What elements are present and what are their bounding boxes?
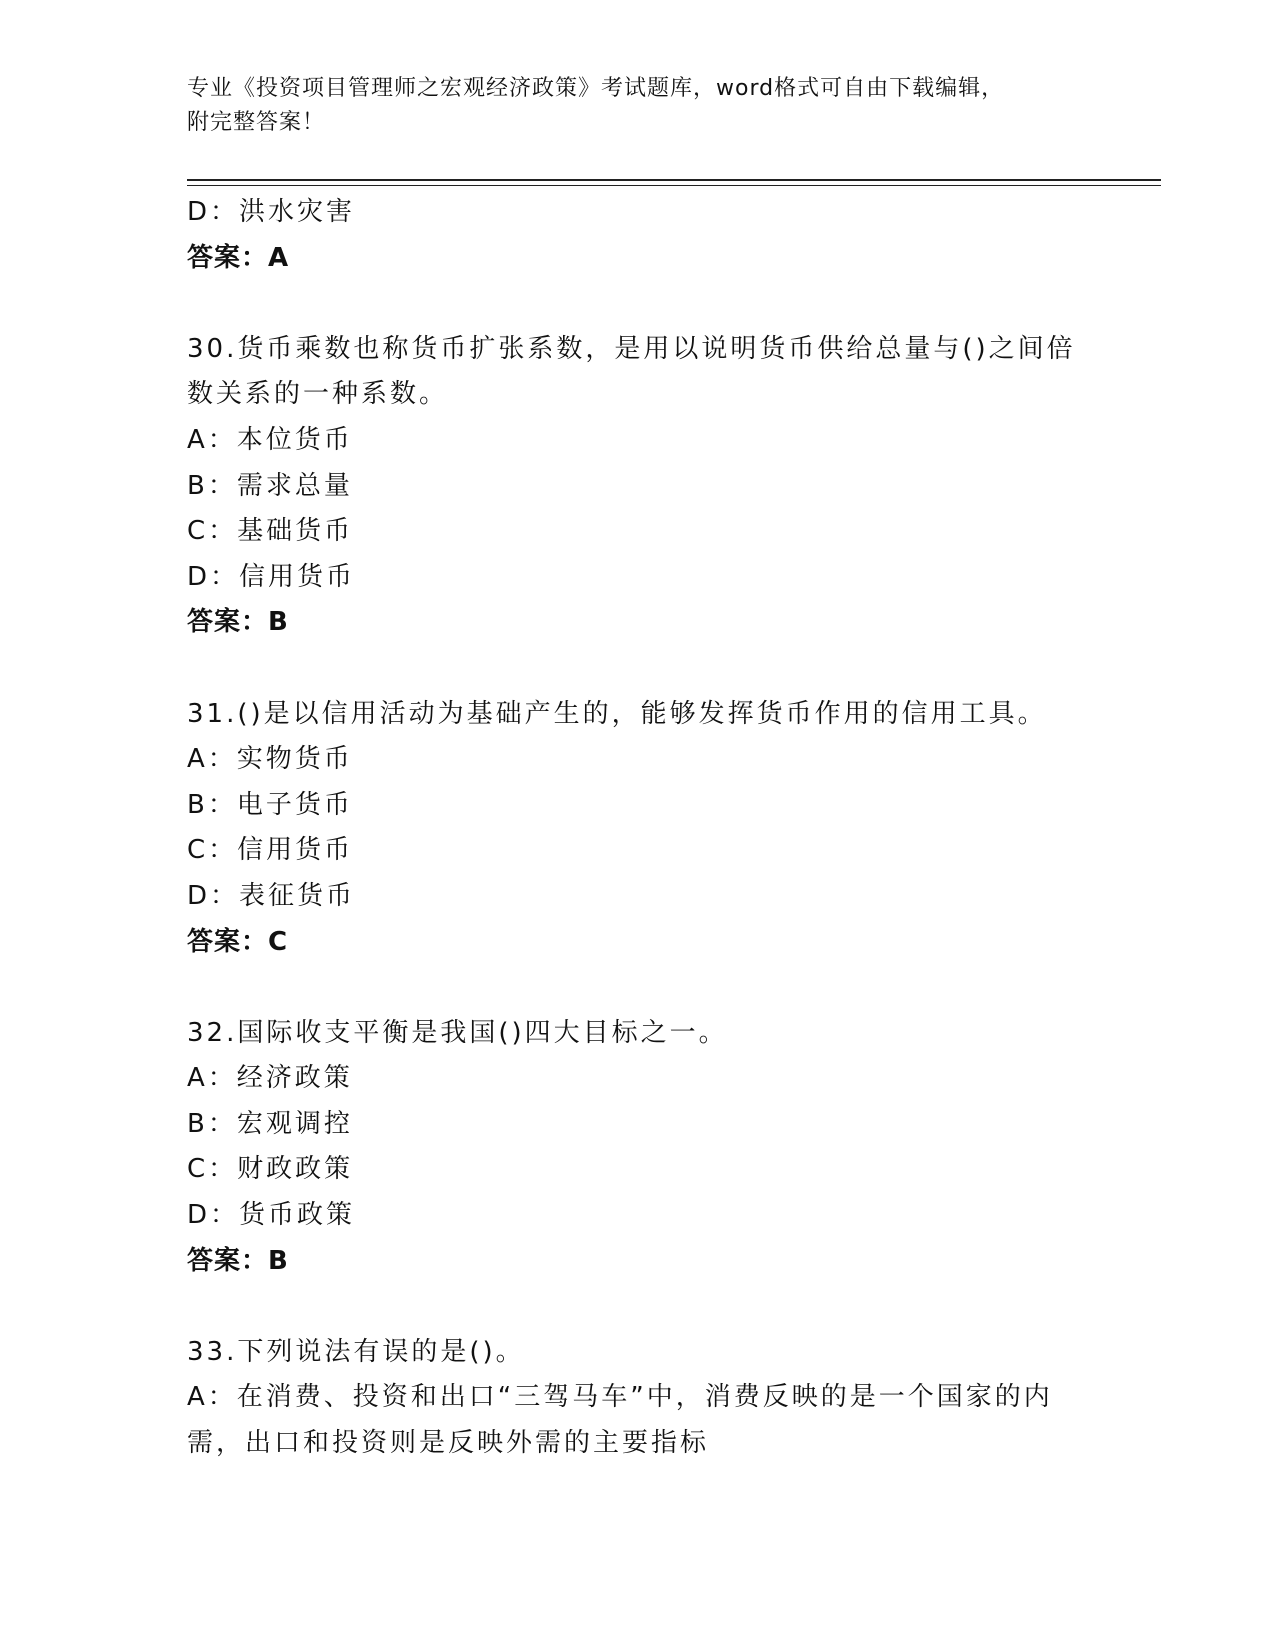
question-31-option-b: B：电子货币 [187,789,353,820]
document-header [187,72,1087,140]
question-30-option-d: D：信用货币 [187,561,356,592]
question-30-stem-line-1: 30.货币乘数也称货币扩张系数，是用以说明货币供给总量与()之间倍 [187,333,1076,364]
header-line-1: 专业《投资项目管理师之宏观经济政策》考试题库，word格式可自由下载编辑， [187,76,1005,101]
question-31-option-d: D：表征货币 [187,880,356,911]
question-30-option-c: C：基础货币 [187,516,354,547]
question-30-stem-line-2: 数关系的一种系数。 [187,379,449,410]
spacer [187,1284,1087,1330]
question-32-option-a: A：经济政策 [187,1063,353,1094]
header-rule-thin [187,185,1161,186]
question-32-stem: 32.国际收支平衡是我国()四大目标之一。 [187,1017,728,1048]
question-33-option-a-line-2: 需，出口和投资则是反映外需的主要指标 [187,1428,710,1459]
question-32-option-c: C：财政政策 [187,1154,354,1185]
header-line-2: 附完整答案！ [187,110,326,135]
header-rule-thick [187,179,1161,181]
question-32-answer: 答案：B [187,1245,289,1276]
question-31-stem: 31.()是以信用活动为基础产生的，能够发挥货币作用的信用工具。 [187,698,1047,729]
question-31-answer: 答案：C [187,926,289,957]
answer-line: 答案：A [187,242,290,273]
spacer [187,281,1087,327]
question-31-option-a: A：实物货币 [187,744,353,775]
question-content [187,190,1087,1467]
question-33-stem: 33.下列说法有误的是()。 [187,1336,525,1367]
question-33-option-a-line-1: A：在消费、投资和出口“三驾马车”中，消费反映的是一个国家的内 [187,1382,1053,1413]
option-d: D：洪水灾害 [187,197,356,227]
spacer [187,965,1087,1011]
question-32-option-b: B：宏观调控 [187,1108,353,1139]
question-30-option-b: B：需求总量 [187,470,353,501]
spacer [187,646,1087,692]
question-30-answer: 答案：B [187,607,289,638]
question-32-option-d: D：货币政策 [187,1200,356,1231]
question-31-option-c: C：信用货币 [187,835,354,866]
question-30-option-a: A：本位货币 [187,424,353,455]
